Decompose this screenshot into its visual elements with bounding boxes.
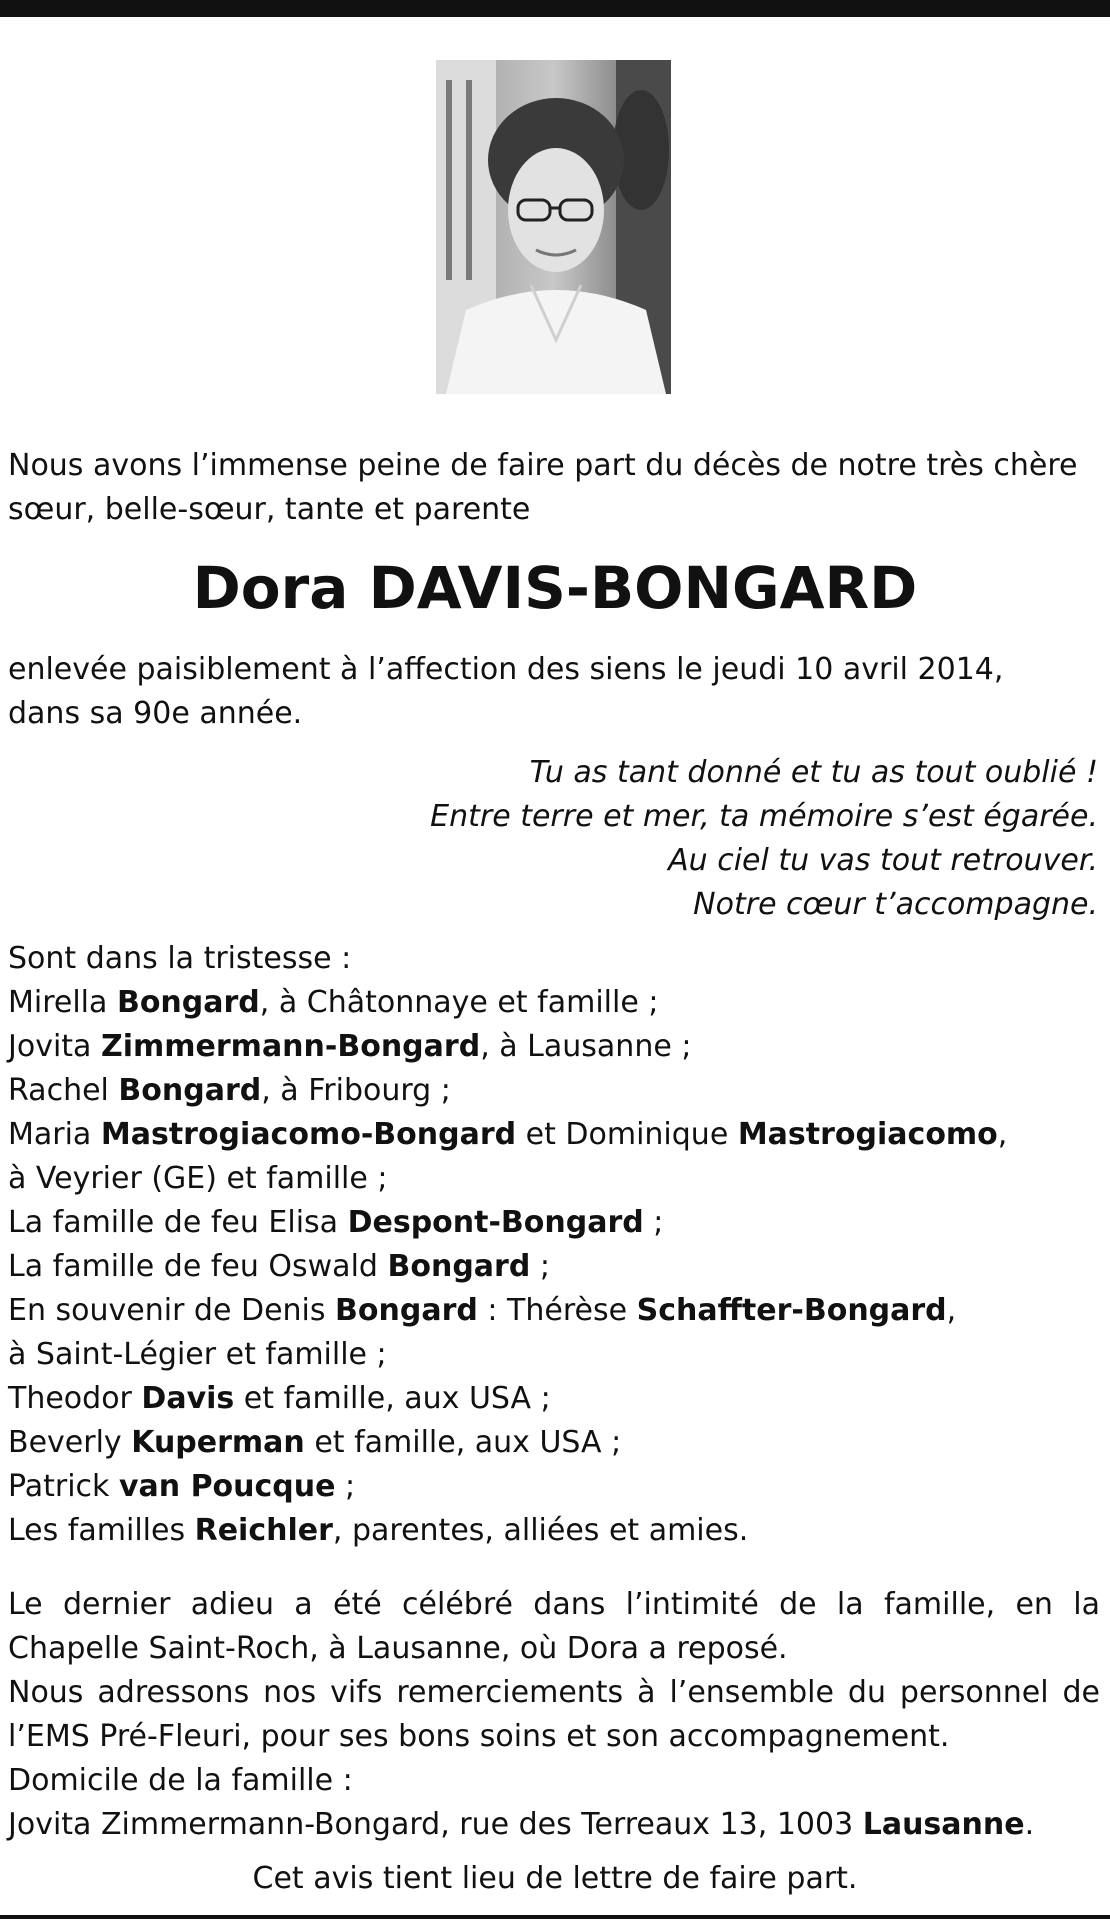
relative-entry: La famille de feu Elisa Despont-Bongard ; [8, 1205, 664, 1240]
poem-line: Tu as tant donné et tu as tout oublié ! [529, 755, 1098, 790]
relative-entry: Theodor Davis et famille, aux USA ; [8, 1381, 551, 1416]
top-border [0, 0, 1110, 17]
relative-entry: Beverly Kuperman et famille, aux USA ; [8, 1425, 622, 1460]
poem-line: Notre cœur t’accompagne. [693, 887, 1098, 922]
relative-entry: Rachel Bongard, à Fribourg ; [8, 1073, 451, 1108]
deceased-name: Dora DAVIS-BONGARD [192, 554, 918, 622]
bottom-border [0, 1915, 1110, 1919]
intro-line-2: sœur, belle-sœur, tante et parente [8, 492, 531, 527]
closing-paragraph [8, 1583, 1100, 1847]
ceremony-text: Le dernier adieu a été célébré dans l’intimité de la famille, en la Chapelle Saint-Roch, à Lausanne, où Dora a reposé. [8, 1587, 1100, 1666]
death-line-1: enlevée paisiblement à l’affection des siens le jeudi 10 avril 2014, [8, 652, 1004, 687]
relatives-intro: Sont dans la tristesse : [8, 941, 352, 976]
relative-entry-continued: à Saint-Légier et famille ; [8, 1337, 387, 1372]
relative-entry: Mirella Bongard, à Châtonnaye et famille ; [8, 985, 659, 1020]
death-line-2: dans sa 90e année. [8, 696, 303, 731]
thanks-text: Nous adressons nos vifs remerciements à l’ensemble du personnel de l’EMS Pré-Fleuri, pour ses bons soins et son accompagnement. [8, 1675, 1100, 1754]
relatives-list [8, 937, 1100, 1553]
intro-paragraph [8, 444, 1100, 532]
portrait-photo [436, 60, 671, 394]
relative-entry: En souvenir de Denis Bongard : Thérèse Schaffter-Bongard, [8, 1293, 957, 1328]
relative-entry: La famille de feu Oswald Bongard ; [8, 1249, 550, 1284]
relative-entry: Patrick van Poucque ; [8, 1469, 356, 1504]
portrait-image [436, 60, 671, 394]
poem-line: Au ciel tu vas tout retrouver. [668, 843, 1098, 878]
death-paragraph [8, 648, 1100, 736]
domicile-label: Domicile de la famille : [8, 1763, 353, 1798]
relative-entry: Maria Mastrogiacomo-Bongard et Dominique Mastrogiacomo, [8, 1117, 1008, 1152]
relative-entry: Jovita Zimmermann-Bongard, à Lausanne ; [8, 1029, 692, 1064]
poem [198, 751, 1098, 927]
domicile-address: Jovita Zimmermann-Bongard, rue des Terreaux 13, 1003 Lausanne. [8, 1807, 1035, 1842]
footer-note: Cet avis tient lieu de lettre de faire part. [252, 1861, 858, 1896]
intro-line-1: Nous avons l’immense peine de faire part du décès de notre très chère [8, 448, 1078, 483]
relative-entry: Les familles Reichler, parentes, alliées et amies. [8, 1513, 749, 1548]
relative-entry-continued: à Veyrier (GE) et famille ; [8, 1161, 388, 1196]
poem-line: Entre terre et mer, ta mémoire s’est égarée. [430, 799, 1098, 834]
